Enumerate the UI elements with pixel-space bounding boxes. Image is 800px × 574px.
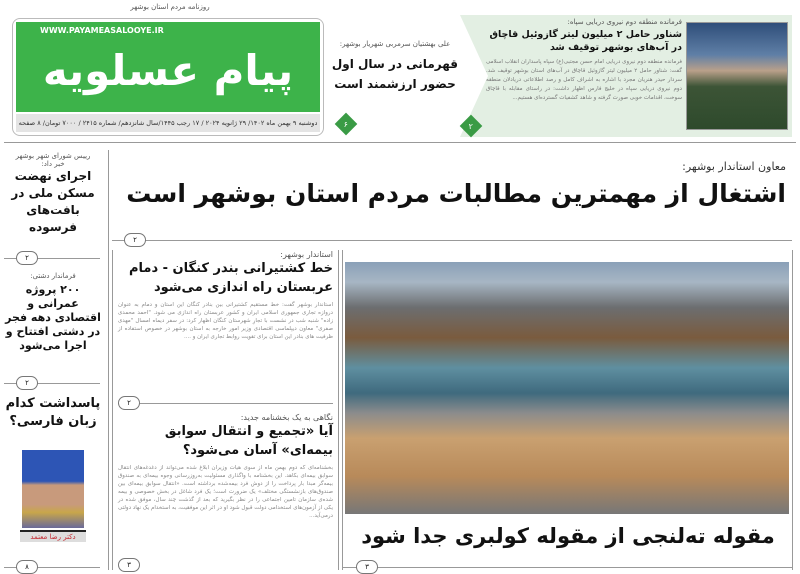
- kicker: خبر داد:: [41, 160, 65, 168]
- headline: آیا «تجمیع و انتقال سوابق بیمه‌ای» آسان می‌شود؟: [164, 424, 333, 458]
- top-middle-story[interactable]: [332, 40, 458, 94]
- headline: [332, 54, 458, 94]
- kicker: نگاهی به یک بخشنامه جدید:: [240, 413, 333, 422]
- headline: اجرای نهضت مسکن ملی در بافت‌های فرسوده: [11, 169, 95, 234]
- author-photo: [22, 450, 84, 528]
- top-right-story[interactable]: [486, 18, 682, 103]
- body: بخشنامه‌ای که دوم بهمن ماه از سوی هیات وزیران ابلاغ شده می‌تواند از دغدغه‌های انتقال سوابق بیمه‌ای بکاهد. این بخشنامه با واگذاری مسئولیت به‌روزرسانی وجوه بیمه‌ای به صندوق بیمه‌گر مبدا بار پرداخت را از دوش فرد بیمه‌شده برداشته است. «انتقال سوابق بیمه‌ای بین صندوق‌های بازنشستگی مختلف» یک ضرورت است؛ یک فرد شاغل در بخش خصوصی و بیمه شده‌ی سازمان تامین اجتماعی را در نظر بگیرید که بعد از گذشت چند سال، موفق شده در یکی از آزمون‌های استخدامی دولت قبول شود او در اثر این موفقیت، به استخدام یک نهاد دولتی درمی‌آید...: [118, 465, 333, 519]
- kicker: استاندار بوشهر:: [280, 250, 333, 259]
- divider: [112, 250, 113, 570]
- divider: [118, 403, 333, 404]
- left-story-2[interactable]: [4, 272, 102, 353]
- page-badge: ۳: [118, 558, 140, 572]
- page-badge: ۳: [356, 560, 378, 574]
- logo-url[interactable]: WWW.PAYAMEASALOOYE.IR: [40, 26, 164, 35]
- headline: خط کشتیرانی بندر کنگان - دمام عربستان راه اندازی می‌شود: [128, 261, 333, 295]
- logo-text: پیام عسلویه: [42, 46, 294, 95]
- headline-line: شناور حامل ۲ میلیون لیتر گازوئیل قاچاق: [489, 29, 682, 40]
- headline: [486, 28, 682, 54]
- page-badge: ۸: [16, 560, 38, 574]
- divider: [338, 250, 339, 570]
- divider: [792, 250, 793, 570]
- headline-line: در آب‌های بوشهر توقیف شد: [549, 42, 682, 53]
- page-badge: [335, 113, 358, 136]
- divider: [4, 142, 796, 143]
- page-badge: ۲: [118, 396, 140, 410]
- page-number: ۶: [343, 119, 349, 129]
- kicker: علی بهشتیان سرمربی شهریار بوشهر:: [339, 40, 451, 48]
- body: فرمانده منطقه دوم نیروی دریایی امام حسن مجتبی(ع) سپاه پاسداران انقلاب اسلامی گفت: شناور حامل ۲ میلیون لیتر گازوئیل قاچاق در آب‌های استان بوشهر توقیف شد. سردار حیدر هنریان مجرد با اشاره به اشراف کامل و رصد اطلاعاتی دریادلان منطقه دوم نیروی دریایی سپاه در خلیج فارس اظهار داشت: در راستای مقابله با قاچاق سوخت، اقدامات خوبی صورت گرفته و شاهد کشفیات گسترده‌ای هستیم...: [486, 59, 682, 101]
- author-name: دکتر رضا معتمد: [20, 530, 86, 542]
- mid-story-1[interactable]: [118, 250, 333, 341]
- page-badge: ۲: [124, 233, 146, 247]
- kicker: رییس شورای شهر بوشهر: [15, 152, 91, 160]
- divider: [342, 567, 792, 568]
- main-headline[interactable]: اشتغال از مهمترین مطالبات مردم استان بوشهر است: [126, 179, 786, 208]
- headline-line: حضور ارزشمند است: [334, 77, 456, 91]
- headline-line: قهرمانی در سال اول: [331, 57, 458, 71]
- mid-story-2[interactable]: [118, 413, 333, 520]
- page-number: ۲: [468, 121, 474, 131]
- kicker: فرماندار دشتی:: [30, 272, 76, 280]
- kicker: فرمانده منطقه دوم نیروی دریایی سپاه:: [567, 18, 682, 26]
- main-kicker: معاون استاندار بوشهر:: [682, 160, 786, 173]
- left-story-1[interactable]: [4, 152, 102, 236]
- divider: [108, 150, 109, 570]
- left-story-3[interactable]: [4, 395, 102, 431]
- divider: [342, 250, 343, 570]
- dateline: دوشنبه ۹ بهمن ماه ۱۴۰۲/ ۲۹ ژانویه ۲۰۲۴ / ۱۷ رجب ۱۴۴۵/سال شانزدهم/ شماره ۲۴۱۵ / ۷۰۰۰ تومان/ ۸ صفحه: [16, 114, 320, 132]
- headline: ۲۰۰ پروژه عمرانی و اقتصادی دهه فجر در دشتی افتتاح و اجرا می‌شود: [5, 283, 101, 352]
- commander-photo: [686, 22, 788, 130]
- page-badge: ۲: [16, 376, 38, 390]
- photo-story-headline[interactable]: مقوله ته‌لنجی از مقوله کولبری جدا شود: [361, 524, 775, 548]
- masthead-tagline: روزنامه مردم استان بوشهر: [130, 3, 210, 11]
- headline: پاسداشت کدام زبان فارسی؟: [5, 396, 101, 429]
- body: استاندار بوشهر گفت: خط مستقیم کشتیرانی بین بنادر کنگان این استان و دمام به عنوان دروازه تجاری جمهوری اسلامی ایران و کشور عربستان راه اندازی می شود. "احمد محمدی زاده" شنبه شب در نشست با تجارِ شهرستان کنگان اظهار کرد: در سفر دیماه امسال "مهدی صفری" معاون دیپلماسی اقتصادی وزیر امور خارجه به استان بوشهر در خصوص استفاده از ظرفیت های بنادر این استان برای تقویت روابط تجاری ایران و ....: [118, 302, 333, 340]
- page-badge: ۲: [16, 251, 38, 265]
- divider: [112, 240, 792, 241]
- port-cargo-photo: [345, 262, 789, 514]
